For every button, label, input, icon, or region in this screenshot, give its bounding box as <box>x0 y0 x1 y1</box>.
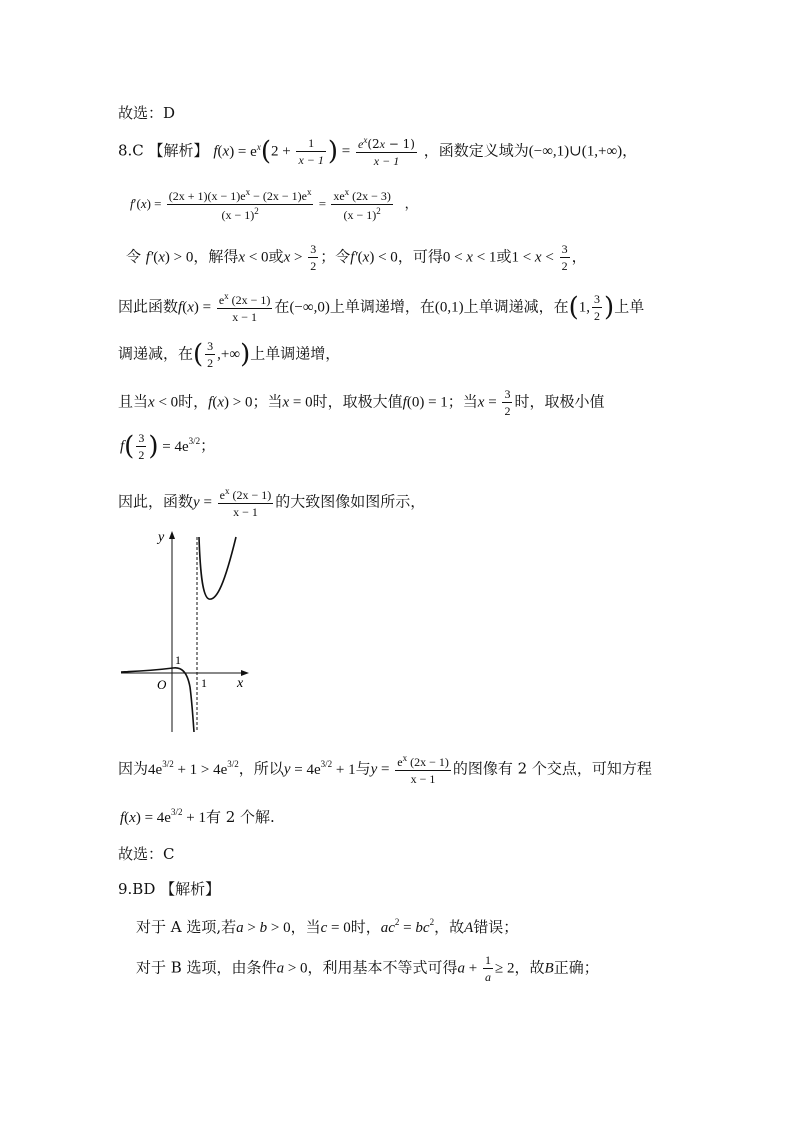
text-segment: ；当 <box>447 392 478 411</box>
option-b-line: 对于 B 选项，由条件a > 0，利用基本不等式可得a + $\frac{1}{a}$ ≥ 2，故B正确； <box>136 953 599 984</box>
monotonic-line-2: 调递减，在( $\frac{3}{2}$ ,+∞)上单调递增， <box>118 339 341 370</box>
derivative-line: f′(x) = $\frac{(2x + 1)(x - 1)e^x - (2x - 1)e^x}{(x - 1)^2}$ = $\frac{xe^x (2x - 3)}{(x - 1)^2}$ ， <box>130 187 418 222</box>
text-segment: 上单调递增，在 <box>329 297 435 316</box>
text-segment: 对于 B 选项，由条件 <box>136 958 277 977</box>
text-segment: 在 <box>274 297 290 316</box>
text-segment: 令 <box>126 247 142 266</box>
text-segment: 且当 <box>118 392 149 411</box>
text-segment: 时， <box>178 392 209 411</box>
y-axis-label: y <box>158 530 165 545</box>
fraction: $\frac{1}{a}$ <box>485 953 492 984</box>
text-segment: 或 <box>496 247 512 266</box>
text-segment: 的图像有 2 个交点，可知方程 <box>452 759 652 778</box>
text-segment: 时， <box>350 918 381 936</box>
option-a-line: 对于 A 选项,若a > b > 0，当c = 0时，$ac^2 = bc^2$，故A错误； <box>136 917 519 936</box>
solutions-count-line: $f(x) = 4e^{3/2} + 1$有 2 个解. <box>120 807 275 826</box>
text-segment: ，当 <box>290 918 321 936</box>
text-segment: 因为 <box>118 759 149 778</box>
text-segment: 与 <box>355 759 371 778</box>
fraction: $\frac{e^x (2x - 1)}{x - 1}$ <box>397 753 449 786</box>
solution-8-header: 8.C 【解析】 $f(x) = e^x(2$ + $\frac{1}{x - 1}$ ) = $\frac{e^x(2x - 1)}{x - 1}$ ，函数定义域为(−∞,1)∪(1,+∞)， <box>118 135 638 168</box>
fraction: $\frac{3}{2}$ <box>310 242 317 273</box>
fraction: $\frac{3}{2}$ <box>504 387 511 418</box>
monotonic-line: 因此函数f(x) = $\frac{e^x (2x - 1)}{x - 1}$ 在(−∞,0)上单调递增，在(0,1)上单调递减，在(1, $\frac{3}{2}$ )上单 <box>118 291 645 324</box>
solution-label: 8.C 【解析】 <box>118 141 209 160</box>
text-segment: ，故 <box>434 918 465 936</box>
text-segment: 上单 <box>614 297 645 316</box>
text-segment: ，可得 <box>397 247 443 266</box>
text-segment: ；当 <box>252 392 283 411</box>
curve-right-branch <box>199 537 236 599</box>
text-segment: 的大致图像如图所示， <box>275 492 426 511</box>
fraction: $\frac{3}{2}$ <box>561 242 568 273</box>
min-value-line: f( $\frac{3}{2}$ ) = $4e^{3/2}$； <box>120 431 216 462</box>
fraction: $\frac{(2x + 1)(x - 1)e^x - (2x - 1)e^x}{(x - 1)^2}$ <box>168 187 312 222</box>
fraction: $\frac{3}{2}$ <box>138 431 145 462</box>
text-segment: ，解得 <box>193 247 239 266</box>
text-segment: 时，取极大值 <box>312 392 403 411</box>
solution-9-header <box>118 878 220 899</box>
x-axis-label: x <box>237 676 244 691</box>
text-segment: 有 2 个解. <box>205 808 275 826</box>
text-segment: 因此函数 <box>118 297 179 316</box>
fraction: $\frac{3}{2}$ <box>207 339 214 370</box>
fraction: $\frac{e^x (2x - 1)}{x - 1}$ <box>219 486 272 519</box>
x-one-label: 1 <box>201 676 207 690</box>
function-graph <box>115 527 255 737</box>
text-segment: 因此，函数 <box>118 492 194 511</box>
sign-analysis-line: 令 f′(x) > 0，解得x < 0或x > $\frac{3}{2}$ ；令f′(x) < 0，可得0 < x < 1或1 < x < $\frac{3}{2}$ ， <box>126 242 587 273</box>
text-segment: 正确； <box>553 958 599 977</box>
domain-text: ，函数定义域为 <box>423 141 529 160</box>
extremum-line: 且当x < 0时，f(x) > 0；当x = 0时，取极大值f(0) = 1；当x = $\frac{3}{2}$ 时，取极小值 <box>118 387 605 418</box>
y-intercept-label: 1 <box>175 653 181 667</box>
solution-label: 9.BD 【解析】 <box>118 880 221 898</box>
origin-label: O <box>157 677 167 692</box>
answer-line-8 <box>118 843 174 864</box>
text-segment: 或 <box>268 247 284 266</box>
fraction: $\frac{3}{2}$ <box>594 292 601 323</box>
formula-fx: f <box>213 143 218 160</box>
text-segment: ；令 <box>320 247 351 266</box>
graph-intro-line: 因此，函数y = $\frac{e^x (2x - 1)}{x - 1}$ 的大致图像如图所示， <box>118 486 426 519</box>
y-axis-arrow <box>169 531 175 539</box>
answer-text: 故选：D <box>118 104 176 122</box>
domain-formula: (−∞,1)∪(1,+∞) <box>528 143 623 160</box>
text-segment: 上单调递增， <box>250 344 341 363</box>
text-segment: ，故 <box>514 958 545 977</box>
text-segment: 错误； <box>473 918 519 936</box>
text-segment: ，利用基本不等式可得 <box>307 958 458 977</box>
answer-text: 故选：C <box>118 845 175 863</box>
text-segment: 时，取极小值 <box>514 392 605 411</box>
text-segment: 上单调递减，在 <box>463 297 569 316</box>
fraction: $\frac{e^x(2x - 1)}{x - 1}$ <box>358 135 415 168</box>
fraction: $\frac{1}{x - 1}$ <box>298 136 324 167</box>
text-segment: 调递减，在 <box>118 344 194 363</box>
intersection-line: 因为$4e^{3/2} + 1 > 4e^{3/2}$，所以$y = 4e^{3/2} + 1$与y = $\frac{e^x (2x - 1)}{x - 1}$ 的图像有 2 个交点，可知方程 <box>118 753 652 786</box>
text-segment: ，所以 <box>238 759 284 778</box>
fraction: $\frac{e^x (2x - 1)}{x - 1}$ <box>218 291 271 324</box>
answer-line-7 <box>118 102 175 123</box>
text-segment: 对于 A 选项,若 <box>136 918 237 936</box>
fraction: $\frac{xe^x (2x - 3)}{(x - 1)^2}$ <box>333 187 391 222</box>
